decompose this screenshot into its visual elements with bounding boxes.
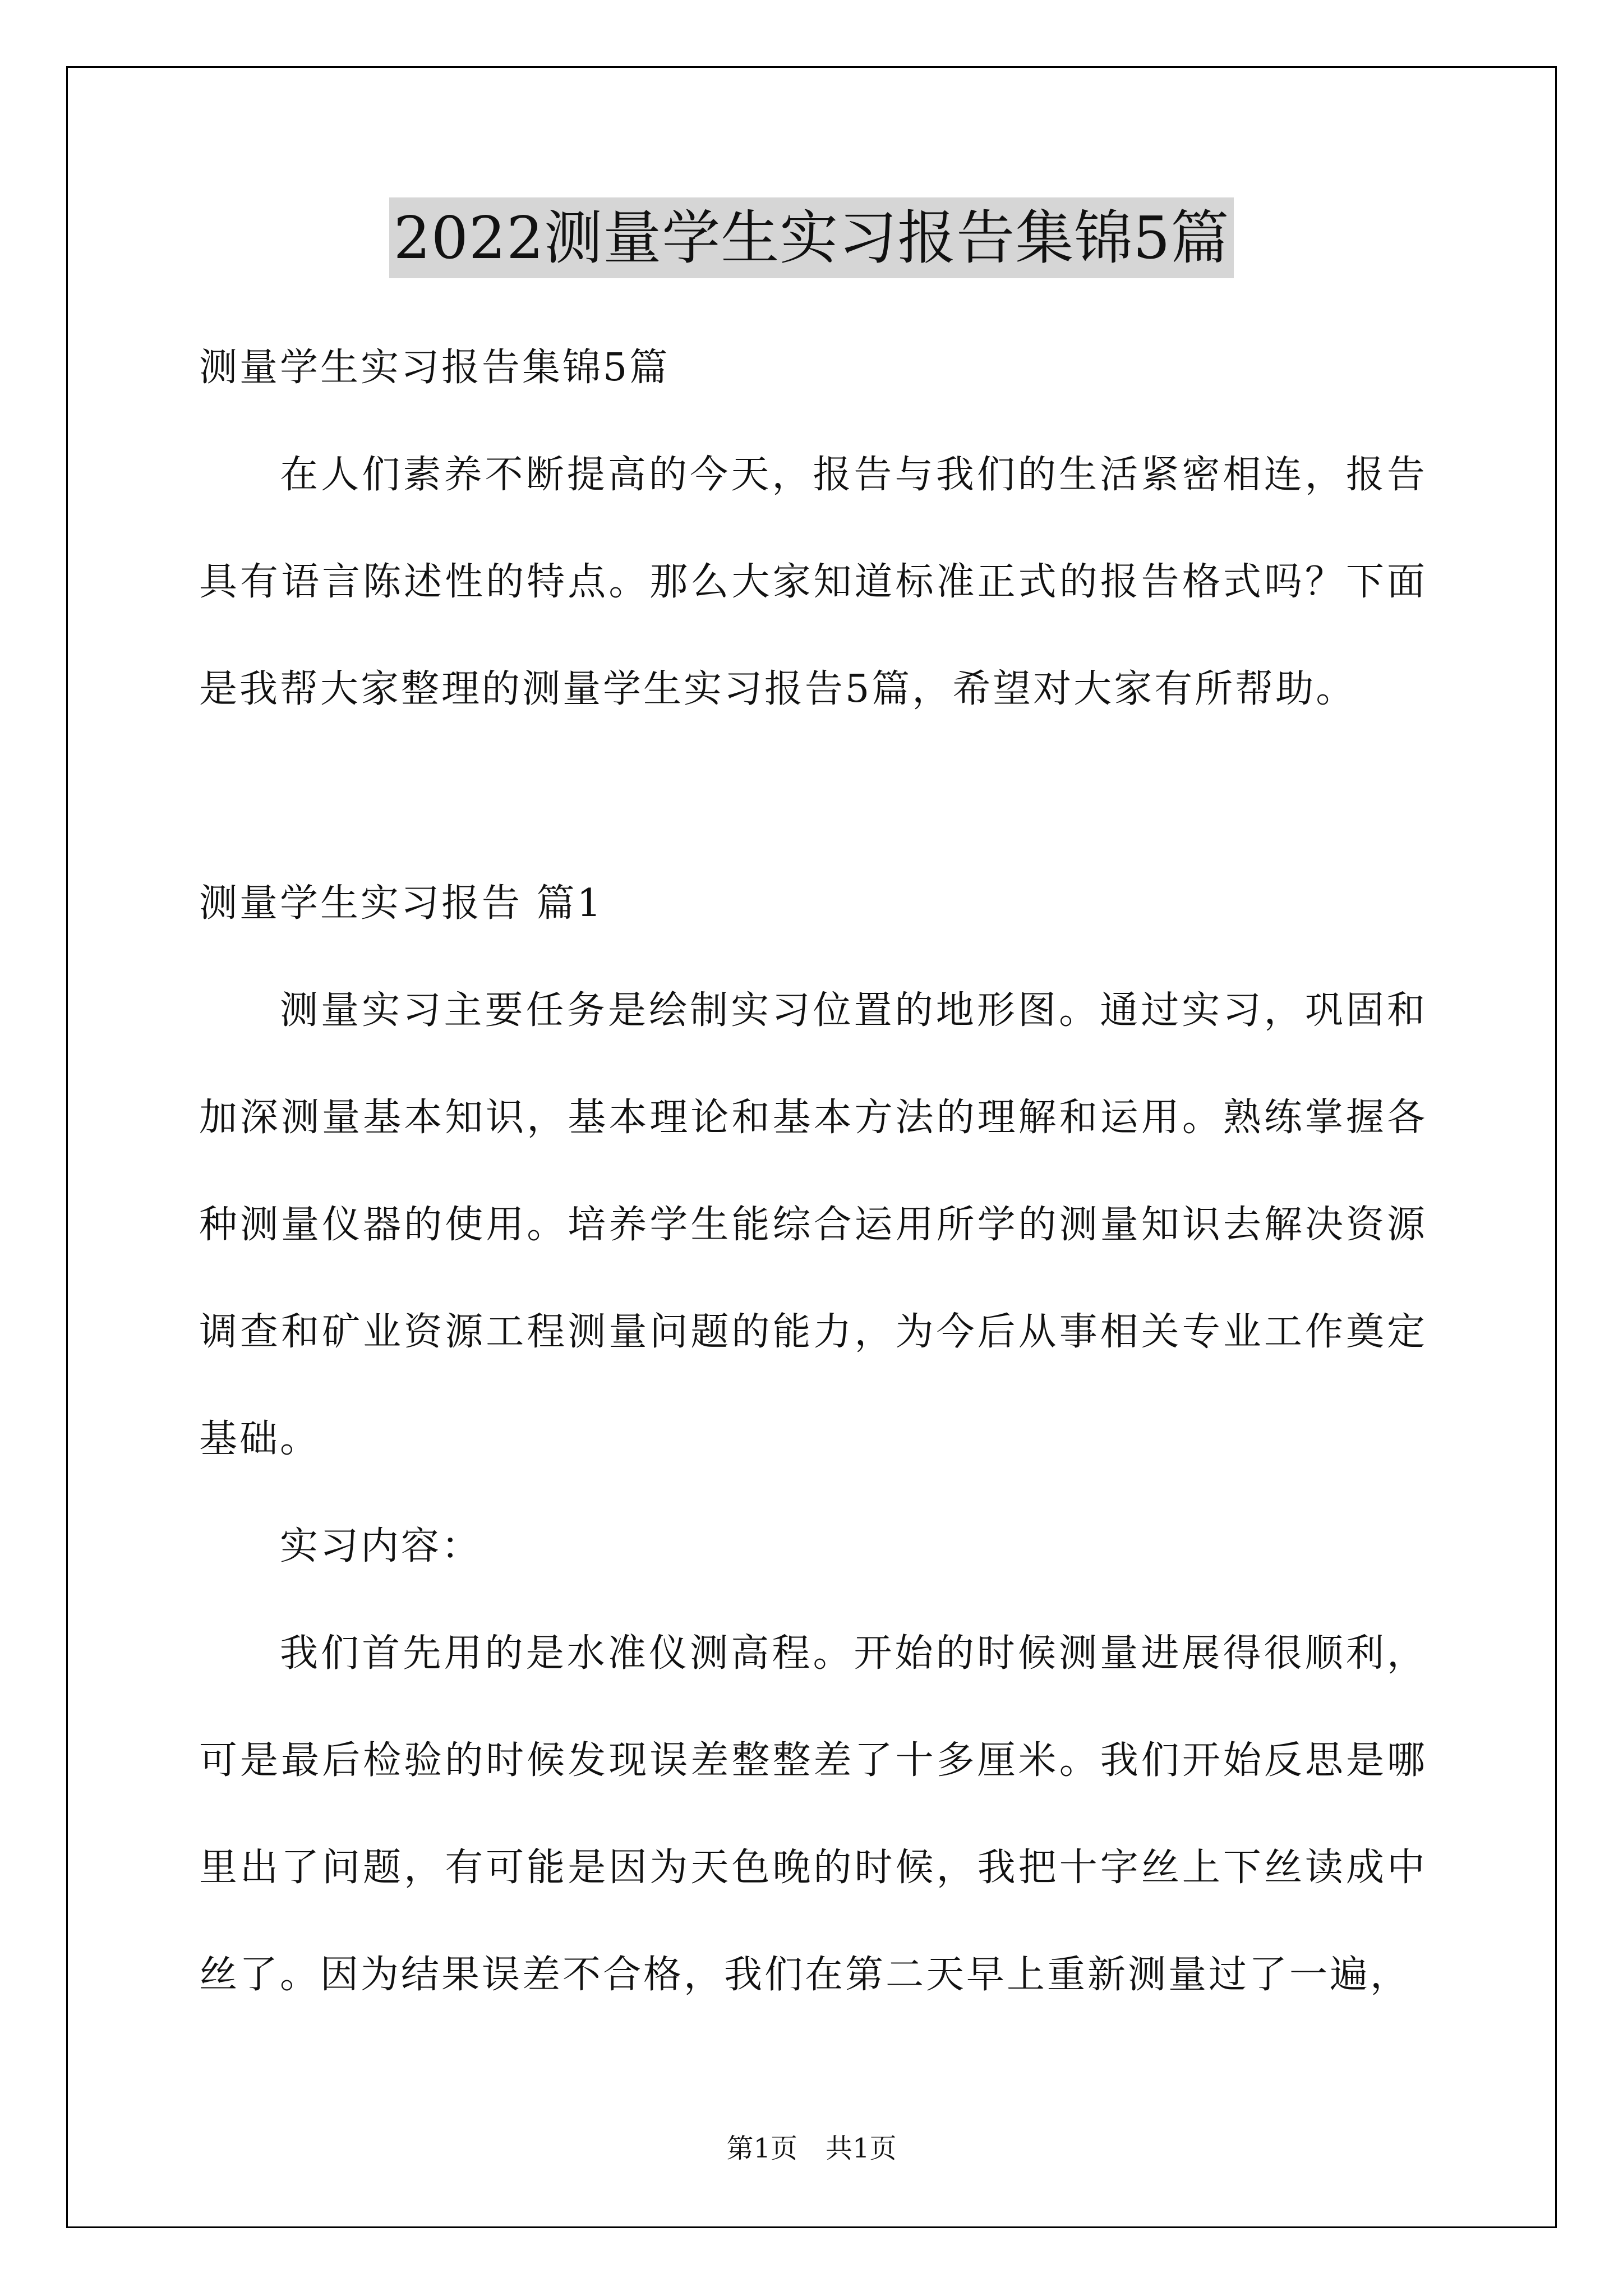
document-body bbox=[199, 314, 1427, 2028]
body-paragraph: 实习内容： bbox=[280, 1524, 482, 1568]
page-footer bbox=[0, 2132, 1623, 2165]
body-paragraph: 我们首先用的是水准仪测高程。开始的时候测量进展得很顺利，可是最后检验的时候发现误差整整差了十多厘米。我们开始反思是哪里出了问题，有可能是因为天色晚的时候，我把十字丝上下丝读成中丝了。因为结果误差不合格，我们在第二天早上重新测量过了一遍， bbox=[199, 1631, 1427, 1997]
intro-paragraph: 在人们素养不断提高的今天，报告与我们的生活紧密相连，报告具有语言陈述性的特点。那么大家知道标准正式的报告格式吗？下面是我帮大家整理的测量学生实习报告5篇，希望对大家有所帮助。 bbox=[199, 453, 1427, 711]
title-container bbox=[0, 197, 1623, 278]
page-number: 第1页 bbox=[726, 2133, 797, 2164]
document-title: 2022测量学生实习报告集锦5篇 bbox=[389, 197, 1234, 278]
page-total: 共1页 bbox=[826, 2133, 897, 2164]
section-heading: 测量学生实习报告 篇1 bbox=[199, 881, 603, 926]
document-subtitle: 测量学生实习报告集锦5篇 bbox=[199, 346, 670, 390]
body-paragraph: 测量实习主要任务是绘制实习位置的地形图。通过实习，巩固和加深测量基本知识，基本理论和基本方法的理解和运用。熟练掌握各种测量仪器的使用。培养学生能综合运用所学的测量知识去解决资源调查和矿业资源工程测量问题的能力，为今后从事相关专业工作奠定基础。 bbox=[199, 988, 1427, 1461]
